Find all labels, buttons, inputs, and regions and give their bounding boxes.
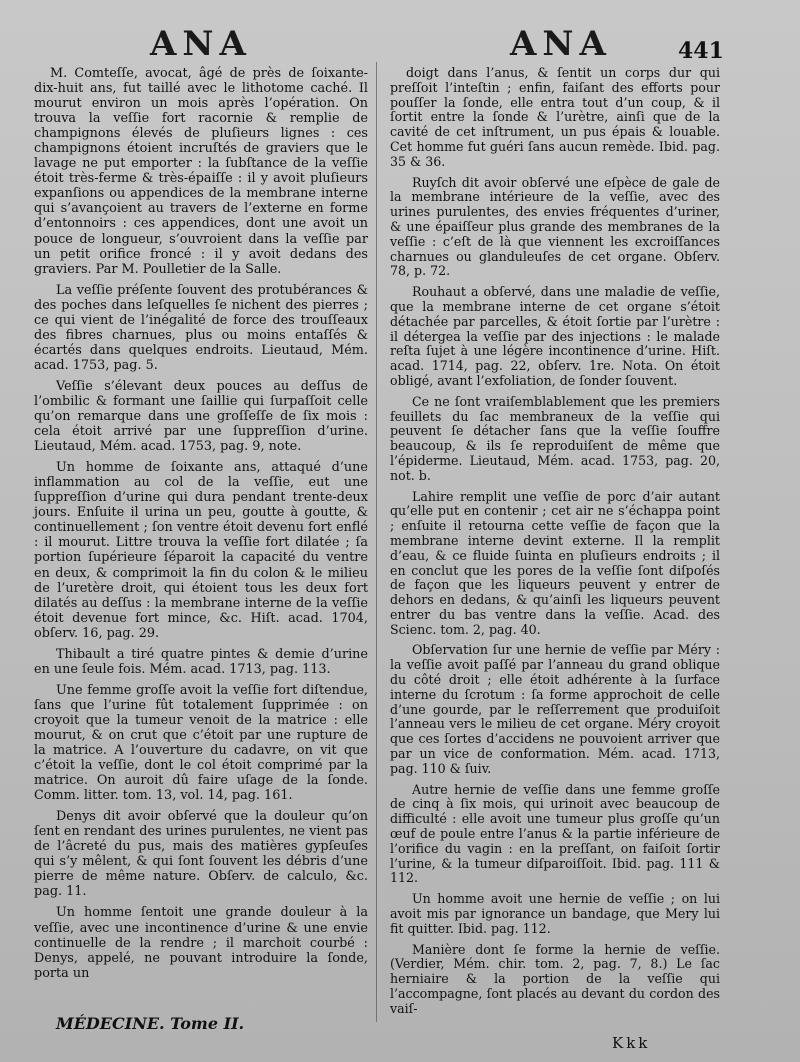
paragraph: Veſſie s’élevant deux pouces au deſſus de l’ombilic & formant une ſaillie qui ſurpaſſoit celle qu’on remarque dans une groſſeſſe de ſix mois : cela étoit arrivé par une ſuppreſſion d’urine. Lieutaud, Mém. acad. 1753, pag. 9, note. xyxy=(34,378,368,455)
paragraph: Une femme groſſe avoit la veſſie fort diſtendue, ſans que l’urine fût totalement ſupprimée : on croyoit que la tumeur venoit de la matrice : elle mourut, & on crut que c’étoit par une rupture de la matrice. A l’ouverture du cadavre, on vit que c’étoit la veſſie, dont le col étoit comprimé par la matrice. On auroit dû faire uſage de la ſonde. Comm. litter. tom. 13, vol. 14, pag. 161. xyxy=(34,682,368,804)
paragraph: Un homme de ſoixante ans, attaqué d’une inflammation au col de la veſſie, eut une ſuppreſſion d’urine qui dura pendant trente-deux jours. Enſuite il urina un peu, goutte à goutte, & continuellement ; ſon ventre étoit devenu fort enflé : il mourut. Littre trouva la veſſie fort dilatée ; ſa portion ſupérieure ſéparoit la capacité du ventre en deux, & comprimoit la fin du colon & le milieu de l’uretère droit, qui étoient tous les deux fort dilatés au deſſus : la membrane interne de la veſſie étoit devenue fort mince, &c. Hiſt. acad. 1704, obſerv. 16, pag. 29. xyxy=(34,460,368,641)
column-divider xyxy=(376,62,377,1022)
paragraph: Ruyſch dit avoir obſervé une eſpèce de gale de la membrane intérieure de la veſſie, avec des urines purulentes, des envies fréquentes d’uriner, & une épaiſſeur plus grande des membranes de la veſſie : c’eſt de là que viennent les excroiſſances charnues ou glanduleuſes de cet organe. Obſerv. 78, p. 72. xyxy=(390,174,720,279)
paragraph: Rouhaut a obſervé, dans une maladie de veſſie, que la membrane interne de cet organe s’étoit détachée par parcelles, & étoit ſortie par l’urètre : il détergea la veſſie par des injections : le malade reſta ſujet à une légère incontinence d’urine. Hiſt. acad. 1714, pag. 22, obſerv. 1re. Nota. On étoit obligé, avant l’exfoliation, de ſonder ſouvent. xyxy=(390,284,720,388)
signature-mark: Kkk xyxy=(612,1034,651,1052)
left-column xyxy=(34,66,368,987)
paragraph: M. Comteſſe, avocat, âgé de près de ſoixante-dix-huit ans, fut taillé avec le lithotome caché. Il mourut environ un mois après l’opération. On trouva la veſſie fort racornie & remplie de champignons élevés de pluſieurs lignes : ces champignons étoient incruſtés de graviers que le lavage ne put emporter : la ſubſtance de la veſſie étoit très-ferme & très-épaiſſe : il y avoit pluſieurs expanſions ou appendices de la membrane interne qui s’avançoient au travers de l’externe en forme d’entonnoirs : ces appendices, dont une avoit un pouce de longueur, s’ouvroient dans la veſſie par un petit orifice froncé : il y avoit dedans des graviers. Par M. Poulletier de la Salle. xyxy=(34,66,368,277)
paragraph: La veſſie préſente ſouvent des protubérances & des poches dans leſquelles ſe nichent des pierres ; ce qui vient de l’inégalité de force des trouſſeaux des fibres charnues, plus ou moins entaſſés & écartés dans quelques endroits. Lieutaud, Mém. acad. 1753, pag. 5. xyxy=(34,282,368,373)
paragraph: Ce ne ſont vraiſemblablement que les premiers feuillets du ſac membraneux de la veſſie qui peuvent ſe détacher ſans que la veſſie ſouffre beaucoup, & ils ſe reproduiſent de même que l’épiderme. Lieutaud, Mém. acad. 1753, pag. 20, not. b. xyxy=(390,393,720,483)
right-column xyxy=(390,66,720,1023)
running-head-right: ANA xyxy=(510,24,612,64)
paragraph: Un homme ſentoit une grande douleur à la veſſie, avec une incontinence d’urine & une envie continuelle de la rendre ; il marchoit courbé : Denys, appelé, ne pouvant introduire la ſonde, porta un xyxy=(34,905,368,981)
paragraph: Autre hernie de veſſie dans une femme groſſe de cinq à ſix mois, qui urinoit avec beaucoup de difficulté : elle avoit une tumeur plus groſſe qu’un œuf de poule entre l’anus & la partie inférieure de l’orifice du vagin : en la preſſant, on faiſoit ſortir l’urine, & la tumeur diſparoiſſoit. Ibid. pag. 111 & 112. xyxy=(390,781,720,886)
paragraph: Denys dit avoir obſervé que la douleur qu’on ſent en rendant des urines purulentes, ne vient pas de l’âcreté du pus, mais des matières gypſeuſes qui s’y mêlent, & qui ſont ſouvent les débris d’une pierre de même nature. Obſerv. de calculo, &c. pag. 11. xyxy=(34,809,368,900)
footer-volume: MÉDECINE. Tome II. xyxy=(56,1014,245,1033)
page-number: 441 xyxy=(678,38,724,64)
paragraph: Manière dont ſe forme la hernie de veſſie. (Verdier, Mém. chir. tom. 2, pag. 7, 8.) Le ſac herniaire & la portion de la veſſie qui l’accompagne, ſont placés au devant du cordon des vaiſ- xyxy=(390,941,720,1016)
paragraph: Un homme avoit une hernie de veſſie ; on lui avoit mis par ignorance un bandage, que Mery lui fit quitter. Ibid. pag. 112. xyxy=(390,891,720,936)
paragraph: Thibault a tiré quatre pintes & demie d’urine en une ſeule fois. Mém. acad. 1713, pag. 113. xyxy=(34,646,368,677)
paragraph: doigt dans l’anus, & ſentit un corps dur qui preſſoit l’inteſtin ; enfin, faiſant des efforts pour pouſſer la ſonde, elle entra tout d’un coup, & il ſortit entre la ſonde & l’urètre, ainſi que de la cavité de cet inſtrument, un pus épais & louable. Cet homme fut guéri ſans aucun remède. Ibid. pag. 35 & 36. xyxy=(390,65,720,169)
running-head-left: ANA xyxy=(150,24,252,64)
paragraph: Lahire remplit une veſſie de porc d’air autant qu’elle put en contenir ; cet air ne s’échappa point ; enſuite il retourna cette veſſie de façon que la membrane interne devint externe. Il la remplit d’eau, & ce fluide ſuinta en pluſieurs endroits ; il en conclut que les pores de la veſſie ſont diſpoſés de façon que les liqueurs peuvent y entrer de dehors en dedans, & qu’ainſi les liqueurs peuvent entrer du bas ventre dans la veſſie. Acad. des Scienc. tom. 2, pag. 40. xyxy=(390,488,720,637)
paragraph: Obſervation ſur une hernie de veſſie par Méry : la veſſie avoit paſſé par l’anneau du grand oblique du côté droit ; elle étoit adhérente à la ſurface interne du ſcrotum : ſa forme approchoit de celle d’une gourde, par le reſſerrement que produiſoit l’anneau vers le milieu de cet organe. Méry croyoit que ces ſortes d’accidens ne pouvoient arriver que par un vice de conformation. Mém. acad. 1713, pag. 110 & ſuiv. xyxy=(390,642,720,776)
